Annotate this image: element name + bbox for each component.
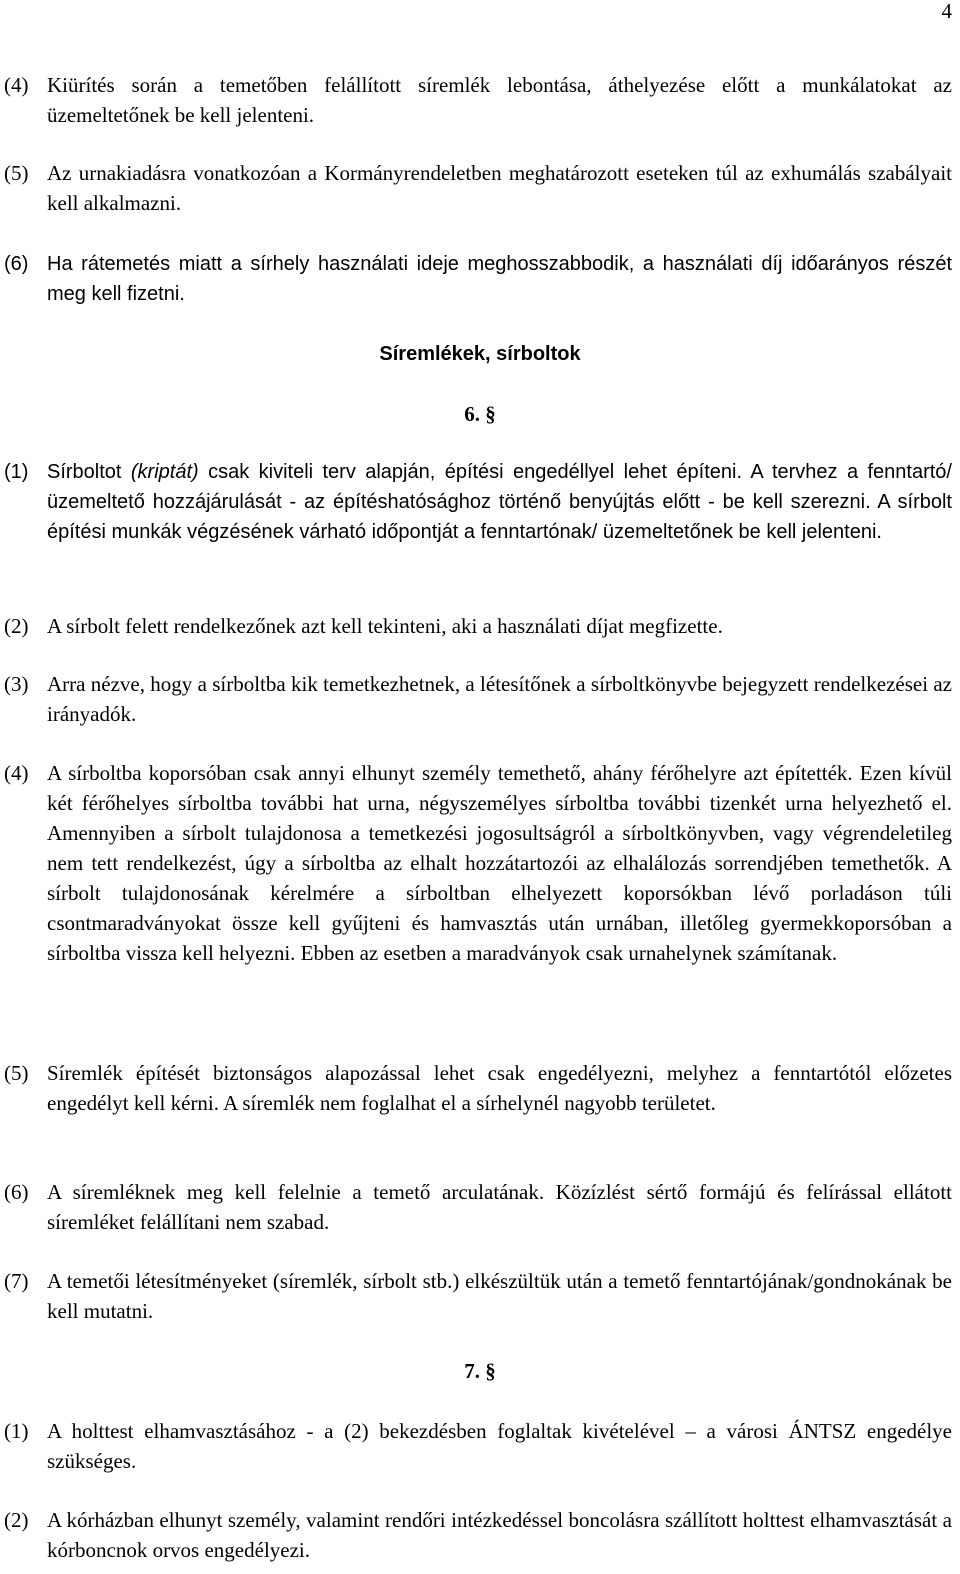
paragraph-number: (1) <box>4 461 29 483</box>
paragraph-number: (5) <box>4 161 29 185</box>
paragraph-text: Sírboltot (kriptát) csak kiviteli terv alapján, építési engedéllyel lehet építeni. A tervhez a fenntartó/üzemeltető hozzájárulását - az építéshatósághoz történő benyújtás előtt - be kell szerezni. A sírbolt építési munkák végzésének várható időpontját a fenntartónak/ üzemeltetőnek be kell jelenteni. <box>47 461 952 543</box>
section-7-paragraph-1 <box>4 1416 952 1476</box>
paragraph-number: (4) <box>4 761 29 785</box>
paragraph-text: Az urnakiadásra vonatkozóan a Kormányrendeletben meghatározott eseteken túl az exhumálás szabályait kell alkalmazni. <box>47 161 952 215</box>
italic-term: (kriptát) <box>130 461 199 483</box>
paragraph-text: A kórházban elhunyt személy, valamint rendőri intézkedéssel boncolásra szállított holttest elhamvasztását a kórboncnok orvos engedélyezi. <box>47 1508 952 1562</box>
paragraph-text: A sírbolt felett rendelkezőnek azt kell tekinteni, aki a használati díjat megfizette. <box>47 614 723 638</box>
section-number-6: 6. § <box>464 402 496 426</box>
section-6-paragraph-5 <box>4 1058 952 1118</box>
paragraph-text: A temetői létesítményeket (síremlék, sírbolt stb.) elkészültük után a temető fenntartójának/gondnokának be kell mutatni. <box>47 1269 952 1323</box>
paragraph-text: A síremléknek meg kell felelnie a temető arculatának. Közízlést sértő formájú és felírással ellátott síremléket felállítani nem szabad. <box>47 1180 952 1234</box>
section-7-paragraph-2 <box>4 1505 952 1565</box>
section-6-paragraph-4 <box>4 758 952 968</box>
section-6-paragraph-1 <box>4 457 952 547</box>
section-heading: Síremlékek, sírboltok <box>379 343 581 365</box>
paragraph-6 <box>4 249 952 309</box>
section-number-7: 7. § <box>464 1359 496 1383</box>
paragraph-number: (2) <box>4 614 29 638</box>
section-6-paragraph-7 <box>4 1266 952 1326</box>
page-number: 4 <box>941 0 952 23</box>
paragraph-text: Arra nézve, hogy a sírboltba kik temetkezhetnek, a létesítőnek a sírboltkönyvbe bejegyzett rendelkezései az irányadók. <box>47 672 952 726</box>
paragraph-number: (6) <box>4 1180 29 1204</box>
paragraph-number: (4) <box>4 73 29 97</box>
paragraph-number: (1) <box>4 1419 29 1443</box>
paragraph-text: Ha rátemetés miatt a sírhely használati ideje meghosszabbodik, a használati díj időarányos részét meg kell fizetni. <box>47 253 952 305</box>
paragraph-number: (5) <box>4 1061 29 1085</box>
paragraph-text: A sírboltba koporsóban csak annyi elhunyt személy temethető, ahány férőhelyre azt építették. Ezen kívül két férőhelyes sírboltba további hat urna, négyszemélyes sírboltba további tizenkét urna helyezhető el. Amennyiben a sírbolt tulajdonosa a temetkezési jogosultságról a sírboltkönyvben, vagy végrendeletileg nem tett rendelkezést, úgy a sírboltba az elhalt hozzátartozói az elhalálozás sorrendjében temethetők. A sírbolt tulajdonosának kérelmére a sírboltban elhelyezett koporsókban lévő porladáson túli csontmaradványokat össze kell gyűjteni és hamvasztás után urnában, illetőleg gyermekkoporsóban a sírboltba vissza kell helyezni. Ebben az esetben a maradványok csak urnahelynek számítanak. <box>47 761 952 965</box>
paragraph-4 <box>4 70 952 130</box>
paragraph-text: A holttest elhamvasztásához - a (2) bekezdésben foglaltak kivételével – a városi ÁNTSZ engedélye szükséges. <box>47 1419 952 1473</box>
section-6-paragraph-2 <box>4 611 952 641</box>
paragraph-number: (2) <box>4 1508 29 1532</box>
paragraph-number: (6) <box>4 253 29 275</box>
paragraph-number: (3) <box>4 672 29 696</box>
section-6-paragraph-6 <box>4 1177 952 1237</box>
paragraph-text: Kiürítés során a temetőben felállított síremlék lebontása, áthelyezése előtt a munkálatokat az üzemeltetőnek be kell jelenteni. <box>47 73 952 127</box>
paragraph-number: (7) <box>4 1269 29 1293</box>
paragraph-text: Síremlék építését biztonságos alapozással lehet csak engedélyezni, melyhez a fenntartótól előzetes engedélyt kell kérni. A síremlék nem foglalhat el a sírhelynél nagyobb területet. <box>47 1061 952 1115</box>
section-6-paragraph-3 <box>4 669 952 729</box>
paragraph-5 <box>4 158 952 218</box>
